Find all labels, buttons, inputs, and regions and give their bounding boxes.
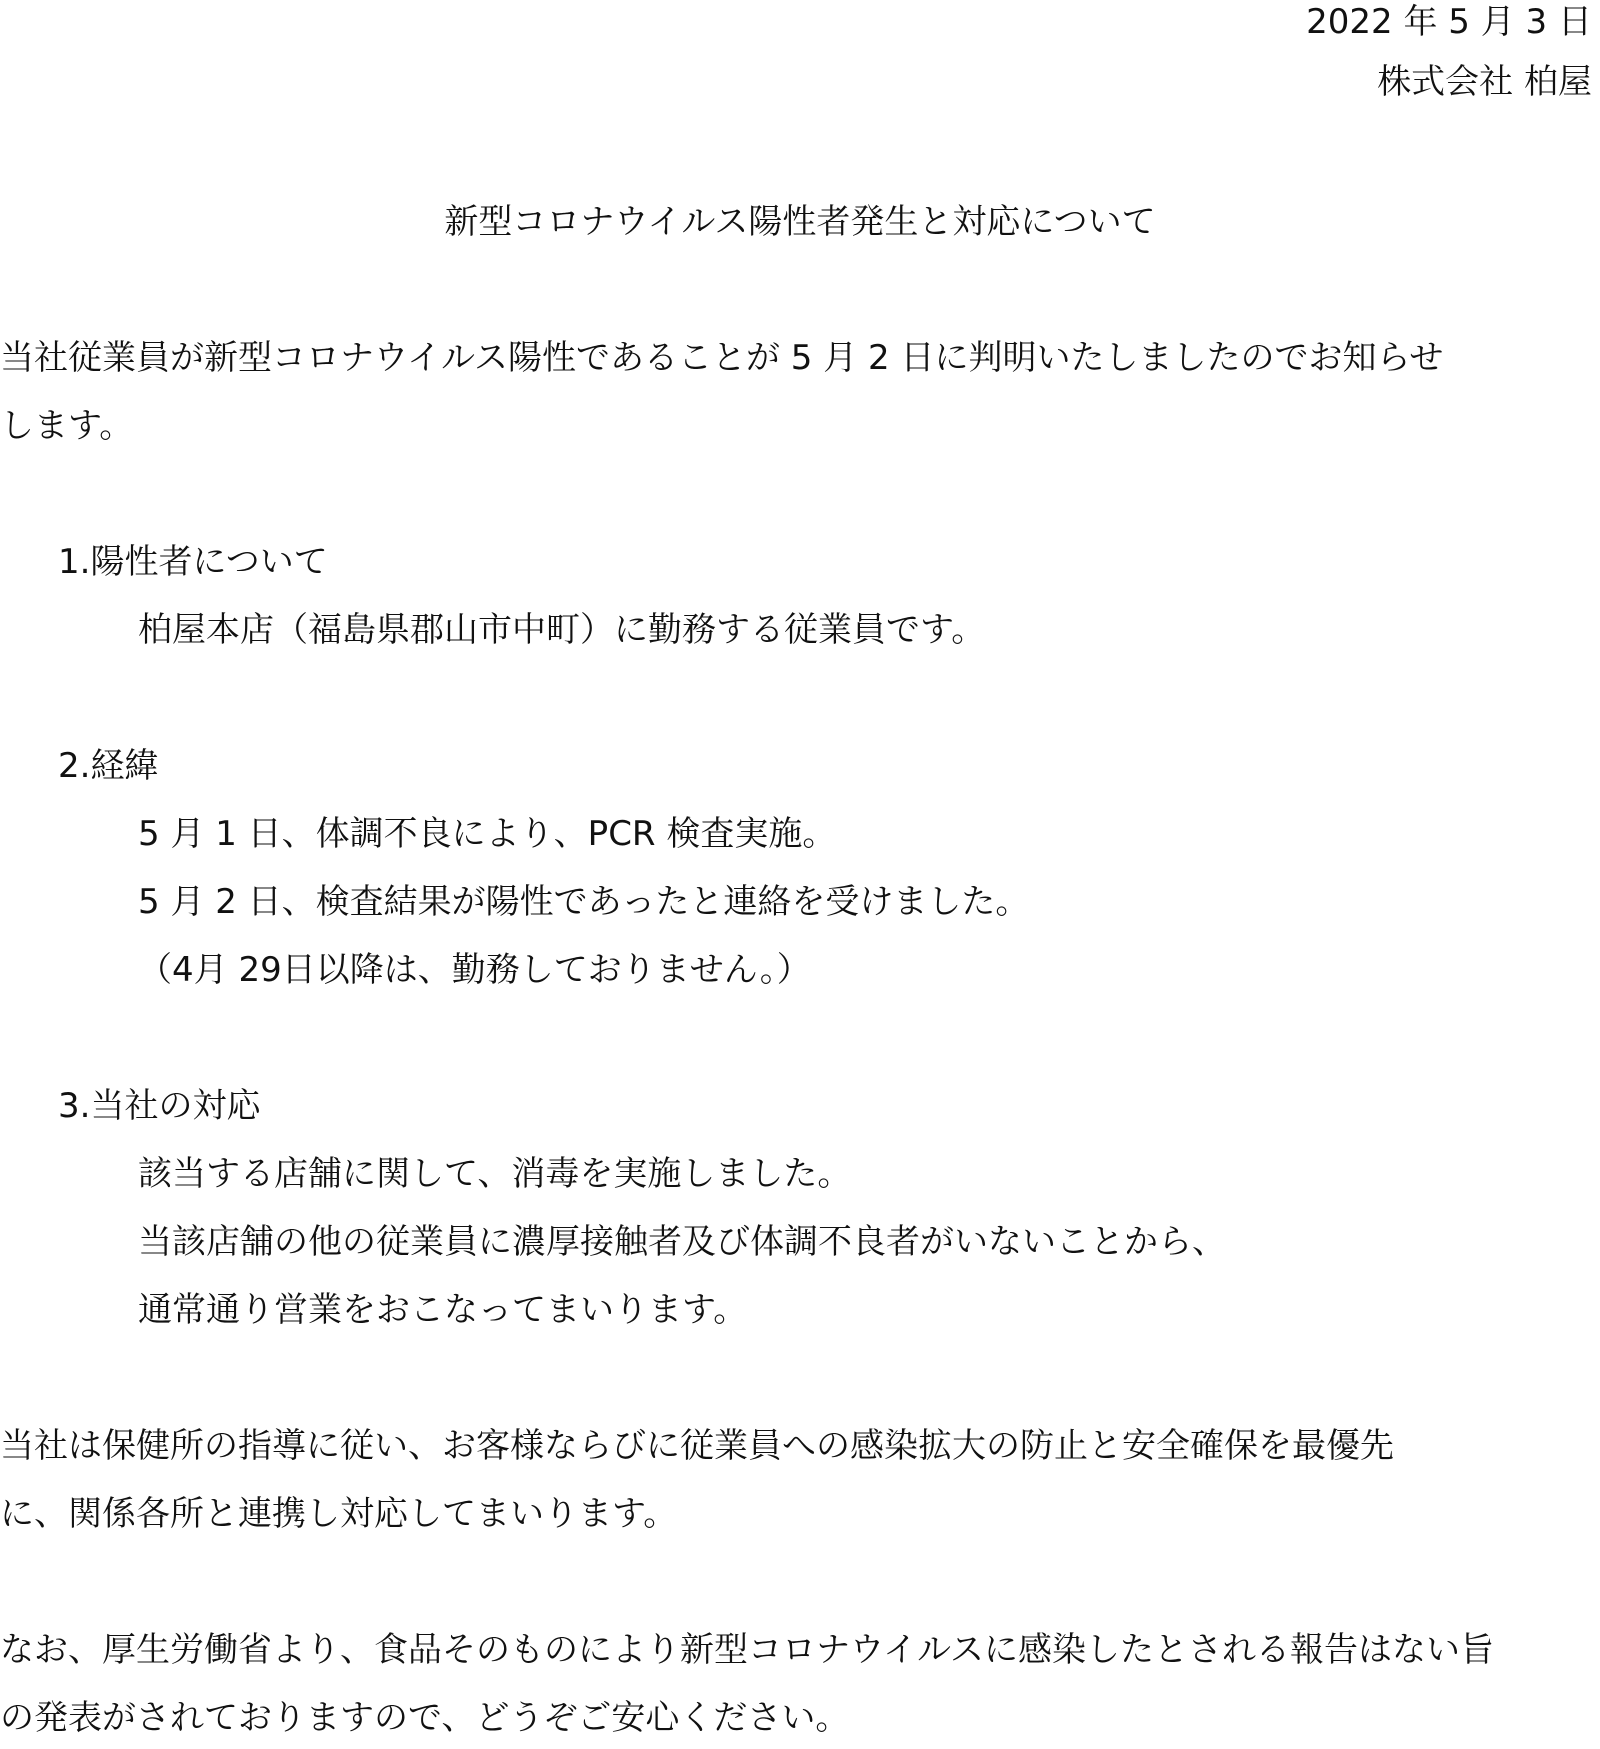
section-line: 柏屋本店（福島県郡山市中町）に勤務する従業員です。 (138, 610, 986, 650)
section-line: 通常通り営業をおこなってまいります。 (138, 1290, 748, 1330)
intro-line-1: 当社従業員が新型コロナウイルス陽性であることが 5 月 2 日に判明いたしましたのでお知らせ (0, 338, 1444, 378)
section-heading-positive-case: 1.陽性者について (58, 542, 328, 582)
closing-paragraph-1-line-1: 当社は保健所の指導に従い、お客様ならびに従業員への感染拡大の防止と安全確保を最優先 (0, 1426, 1394, 1466)
section-heading-background: 2.経緯 (58, 746, 159, 786)
intro-line-2: します。 (0, 406, 134, 446)
document-date: 2022 年 5 月 3 日 (1306, 2, 1592, 42)
section-line: 当該店舗の他の従業員に濃厚接触者及び体調不良者がいないことから、 (138, 1222, 1226, 1262)
section-line: 5 月 2 日、検査結果が陽性であったと連絡を受けました。 (138, 882, 1030, 922)
section-heading-response: 3.当社の対応 (58, 1086, 261, 1126)
closing-paragraph-2-line-1: なお、厚生労働省より、食品そのものにより新型コロナウイルスに感染したとされる報告はない旨 (0, 1630, 1494, 1670)
company-name: 株式会社 柏屋 (1377, 62, 1592, 102)
section-line: 該当する店舗に関して、消毒を実施しました。 (138, 1154, 852, 1194)
document-title: 新型コロナウイルス陽性者発生と対応について (444, 202, 1156, 242)
closing-paragraph-2-line-2: の発表がされておりますので、どうぞご安心ください。 (0, 1698, 850, 1738)
section-line: 5 月 1 日、体調不良により、PCR 検査実施。 (138, 814, 837, 854)
section-line: （4月 29日以降は、勤務しておりません。） (138, 950, 811, 990)
closing-paragraph-1-line-2: に、関係各所と連携し対応してまいります。 (0, 1494, 678, 1534)
